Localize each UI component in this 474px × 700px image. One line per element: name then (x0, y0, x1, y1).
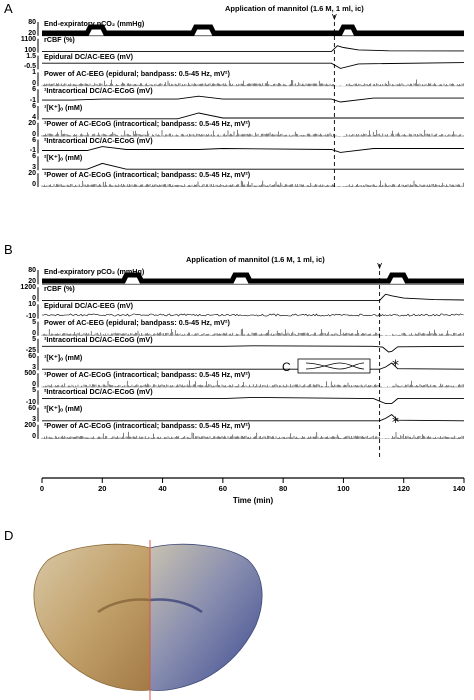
inset-letter-c: C (282, 360, 291, 374)
signal-trace (42, 346, 464, 352)
trace-label: End-expiratory pCO₂ (mmHg) (44, 266, 145, 276)
scale-min: 3 (32, 164, 36, 172)
trace-label: ¹Power of AC-ECoG (intracortical; bandpass: 0.5-45 Hz, mV²) (44, 369, 251, 379)
x-tick-label: 60 (218, 484, 228, 493)
pco2-trace (42, 27, 464, 33)
panel-letter-d: D (4, 528, 14, 543)
scale-max: 1200 (20, 284, 36, 292)
trace-label: Power of AC-EEG (epidural; bandpass: 0.5-45 Hz, mV²) (44, 68, 230, 78)
trace-label: Epidural DC/AC-EEG (mV) (44, 52, 134, 62)
scale-min: -1 (29, 147, 36, 155)
scale-max: 20 (28, 119, 36, 127)
trace-label: rCBF (%) (44, 283, 75, 293)
scale-max: 5 (32, 387, 36, 395)
trace-label: ²[K⁺]ₒ (mM) (44, 152, 83, 162)
signal-trace (42, 96, 464, 102)
power-trace (42, 181, 463, 188)
scale-min: 0 (32, 295, 36, 303)
scale-min: 0 (32, 80, 36, 88)
trace-label: ¹Power of AC-ECoG (intracortical; bandpass: 0.5-45 Hz, mV²) (44, 119, 251, 129)
signal-trace (42, 63, 464, 69)
pco2-trace (42, 275, 464, 281)
scale-max: 6 (32, 136, 36, 144)
power-trace (42, 80, 463, 87)
x-tick-label: 20 (98, 484, 107, 493)
trace-label: ¹Intracortical DC/AC-ECoG (mV) (44, 335, 153, 345)
trace-label: Power of AC-EEG (epidural; bandpass: 0.5-45 Hz, mV²) (44, 318, 230, 328)
scale-min: -1 (29, 97, 36, 104)
x-tick-label: 100 (337, 484, 350, 493)
signal-trace (42, 147, 464, 153)
power-trace (42, 432, 463, 439)
scale-max: 1.5 (26, 52, 36, 60)
eeg-trace (42, 314, 464, 316)
panel-letter-a: A (4, 1, 13, 16)
scale-min: 20 (28, 29, 36, 37)
scale-max: 80 (28, 19, 36, 26)
scale-min: 4 (32, 113, 36, 121)
brain-left-hemisphere (34, 544, 150, 690)
star-marker-1: * (392, 358, 399, 374)
scale-min: -0.5 (23, 63, 36, 71)
x-tick-label: 80 (278, 484, 288, 493)
trace-label: ¹[K⁺]ₒ (mM) (44, 102, 83, 112)
brain-right-hemisphere (150, 544, 262, 690)
scale-min: -10 (25, 398, 36, 406)
scale-max: 6 (32, 153, 36, 161)
scale-min: 0 (32, 181, 36, 188)
trace-label: Epidural DC/AC-EEG (mV) (44, 300, 134, 310)
trace-label: ²Power of AC-ECoG (intracortical; bandpass: 0.5-45 Hz, mV²) (44, 421, 251, 431)
scale-min: 0 (32, 433, 36, 440)
panel-a-traces (38, 14, 464, 190)
scale-max: 500 (24, 370, 36, 378)
scale-max: 200 (24, 421, 36, 429)
signal-trace (42, 163, 464, 169)
scale-min: 100 (24, 46, 36, 54)
scale-max: 5 (32, 318, 36, 326)
scale-max: 1 (32, 69, 36, 77)
scale-min: -10 (25, 312, 36, 320)
trace-label: ²Intracortical DC/AC-ECoG (mV) (44, 136, 153, 146)
scale-min: 20 (28, 278, 36, 286)
scale-max: 60 (28, 353, 36, 360)
trace-label: ²Intracortical DC/AC-ECoG (mV) (44, 386, 153, 396)
signal-trace (42, 363, 464, 369)
annotation-b: Application of mannitol (1.6 M, 1 ml, ic) (186, 255, 325, 264)
scale-min: 0 (32, 130, 36, 138)
scale-min: 3 (32, 415, 36, 423)
trace-label: ²[K⁺]ₒ (mM) (44, 404, 83, 414)
scale-max: 6 (32, 86, 36, 94)
star-marker-2: * (392, 415, 399, 431)
signal-trace (42, 113, 464, 119)
scale-max: 6 (32, 103, 36, 110)
panel-letter-b: B (4, 242, 13, 257)
brain-section-image (34, 540, 262, 700)
scale-min: -25 (25, 347, 36, 354)
trace-label: rCBF (%) (44, 35, 75, 45)
annotation-a: Application of mannitol (1.6 M, 1 ml, ic) (225, 4, 364, 13)
signal-trace (42, 415, 464, 421)
trace-label: ¹[K⁺]ₒ (mM) (44, 352, 83, 362)
scale-min: 0 (32, 329, 36, 337)
inset-c-box (298, 359, 370, 373)
x-axis-title: Time (min) (232, 496, 274, 505)
panel-b-traces (38, 263, 464, 458)
x-tick-label: 40 (158, 484, 167, 493)
trace-label: ²Power of AC-ECoG (intracortical; bandpass: 0.5-45 Hz, mV²) (44, 169, 251, 179)
scale-max: 10 (28, 301, 36, 309)
x-tick-label: 140 (452, 484, 466, 493)
signal-trace (42, 294, 464, 300)
scale-max: 5 (32, 335, 36, 343)
time-axis (42, 478, 464, 483)
x-tick-label: 0 (39, 484, 45, 493)
power-trace (42, 130, 463, 137)
signal-trace (42, 397, 464, 403)
scale-max: 1100 (20, 35, 36, 43)
signal-trace (42, 46, 464, 52)
trace-label: ¹Intracortical DC/AC-ECoG (mV) (44, 85, 153, 95)
power-trace (42, 380, 463, 387)
x-tick-label: 120 (397, 484, 410, 493)
scale-max: 80 (28, 267, 36, 274)
scale-min: 0 (32, 381, 36, 389)
scale-min: 3 (32, 364, 36, 372)
scale-max: 20 (28, 170, 36, 178)
power-trace (42, 329, 463, 336)
trace-label: End-expiratory pCO₂ (mmHg) (44, 18, 145, 28)
scale-max: 60 (28, 404, 36, 412)
